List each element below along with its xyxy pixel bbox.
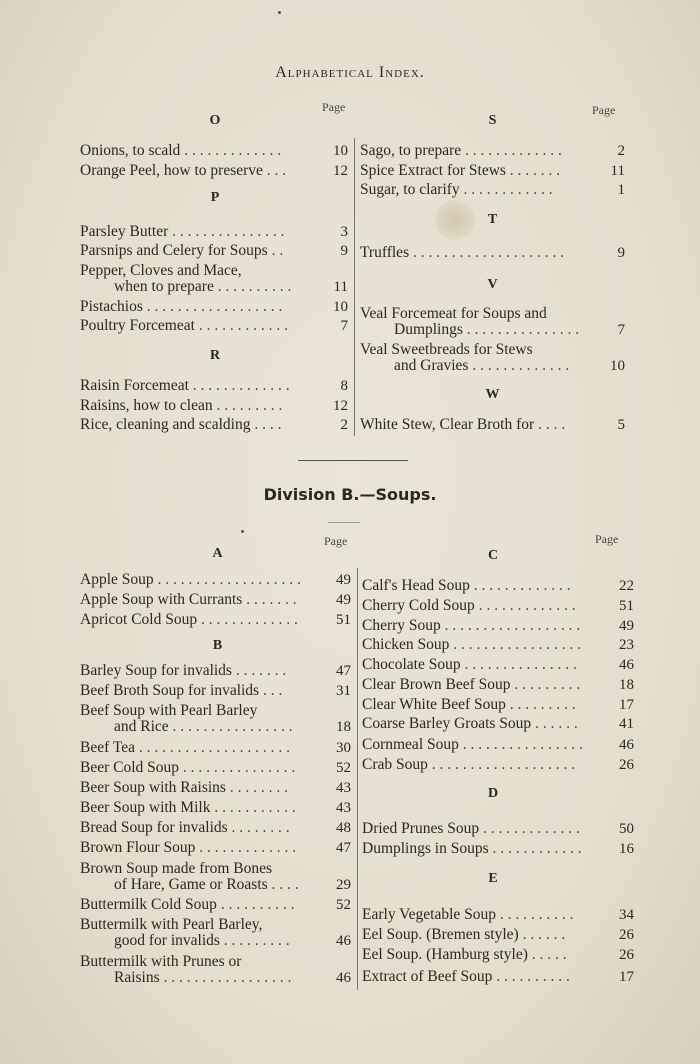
leader-dots: . . . . . . . . . . . .: [194, 318, 288, 334]
entry-text: Coarse Barley Groats Soup: [362, 716, 532, 732]
column-divider: [357, 568, 358, 990]
leader-dots: . . . . . . . . .: [510, 677, 581, 693]
leader-dots: . . . . . . . . . . . . . . .: [462, 321, 580, 338]
entry-text: Veal Sweetbreads for Stews: [360, 342, 533, 358]
entry-text: Beef Broth Soup for invalids: [80, 683, 260, 699]
page-number: 7: [340, 318, 348, 334]
page-number: 26: [619, 927, 634, 943]
section-letter-c: C: [487, 548, 499, 563]
entry-text: Eel Soup. (Hamburg style): [362, 947, 528, 963]
leader-dots: . . .: [259, 683, 283, 699]
entry-text: Truffles: [360, 245, 410, 261]
entry-text: Chocolate Soup: [362, 657, 461, 673]
page-number: 50: [619, 821, 634, 837]
index-entry: [362, 618, 595, 634]
entry-text-continued: and Gravies: [394, 357, 469, 374]
page-number: 10: [333, 299, 348, 315]
index-entry: [362, 907, 595, 923]
index-entry: [80, 143, 312, 159]
heading-rule: [328, 522, 360, 523]
page-number: 2: [617, 143, 625, 159]
page-number: 10: [333, 143, 348, 159]
page-number: 26: [619, 757, 634, 773]
index-entry: [360, 163, 592, 179]
page-number: 16: [619, 841, 634, 857]
page-number: 1: [617, 182, 625, 198]
leader-dots: . . . . . . . . . .: [492, 969, 570, 985]
entry-text: Pistachios: [80, 299, 143, 315]
entry-text: Extract of Beef Soup: [362, 969, 493, 985]
entry-text: Cornmeal Soup: [362, 737, 459, 753]
section-letter-e: E: [488, 871, 498, 886]
entry-text: Beef Soup with Pearl Barley: [80, 703, 258, 719]
index-entry: [80, 703, 314, 735]
leader-dots: . . . . . . . . . . . . .: [468, 357, 570, 374]
index-entry: [362, 657, 595, 673]
leader-dots: . . . . . . . . . .: [216, 897, 295, 913]
section-letter-p: P: [210, 190, 220, 205]
section-letter-r: R: [209, 348, 221, 363]
leader-dots: . . . . . . . . . . . . . . . . . . . .: [135, 740, 290, 756]
entry-text: Orange Peel, how to preserve: [80, 163, 263, 179]
page-number: 10: [610, 358, 625, 374]
entry-text: Beer Soup with Raisins: [80, 780, 226, 796]
index-entry: [362, 598, 595, 614]
page-number: 46: [336, 970, 351, 986]
index-entry: [80, 572, 314, 588]
entry-text: Clear White Beef Soup: [362, 697, 506, 713]
leader-dots: . . . . . . . . .: [505, 697, 576, 713]
index-entry: [362, 947, 595, 963]
entry-text: Chicken Soup: [362, 637, 450, 653]
page-number: 46: [619, 737, 634, 753]
index-entry: [80, 820, 314, 836]
leader-dots: . . . . . . . . . . . . .: [188, 378, 290, 394]
index-entry: [360, 143, 592, 159]
page-number: 52: [336, 760, 351, 776]
entry-text-continued: of Hare, Game or Roasts: [114, 876, 268, 893]
index-entry: [362, 927, 595, 943]
page-number: 9: [617, 245, 625, 261]
page-number: 5: [617, 417, 625, 433]
leader-dots: . .: [267, 243, 284, 259]
entry-text: Crab Soup: [362, 757, 428, 773]
entry-text: Cherry Soup: [362, 618, 441, 634]
entry-text: Apple Soup: [80, 572, 154, 588]
section-rule: [298, 460, 408, 461]
section-letter-a: A: [212, 546, 223, 561]
entry-text: Parsley Butter: [80, 224, 169, 240]
leader-dots: . . . . . . . . . .: [213, 278, 292, 295]
page-column-label-left: Page: [324, 534, 348, 548]
index-entry: [80, 318, 312, 334]
page-number: 8: [340, 378, 348, 394]
leader-dots: . . . . . . . . . . . . . . . . . . . .: [409, 245, 565, 261]
index-entry: [362, 578, 595, 594]
entry-text: Brown Flour Soup: [80, 840, 196, 856]
index-entry: [80, 612, 314, 628]
entry-text-continued: Raisins: [114, 969, 160, 986]
index-entry: [80, 417, 312, 433]
page-column-label-left: Page: [322, 100, 346, 114]
index-entry: [362, 716, 595, 732]
page-number: 11: [610, 163, 625, 179]
index-entry: [80, 378, 312, 394]
leader-dots: . . . . .: [527, 947, 567, 963]
speck: [278, 11, 281, 14]
leader-dots: . . . . . . . . . . . . . . . .: [168, 718, 293, 735]
page-number: 18: [619, 677, 634, 693]
entry-text: White Stew, Clear Broth for: [360, 417, 535, 433]
leader-dots: . . . . . . . . . . . . . . . . . .: [142, 299, 283, 315]
page-number: 30: [336, 740, 351, 756]
section-letter-o: O: [209, 113, 221, 128]
entry-text: Beef Tea: [80, 740, 135, 756]
leader-dots: . . . . . . . . . . . . .: [479, 821, 580, 837]
page-number: 18: [336, 719, 351, 735]
leader-dots: . . . . . . . . . . . .: [488, 841, 582, 857]
entry-text: Parsnips and Celery for Soups: [80, 243, 268, 259]
page-title: Alphabetical Index.: [275, 64, 425, 81]
leader-dots: . . . . . . . .: [227, 820, 290, 836]
entry-text: Sago, to prepare: [360, 143, 462, 159]
page-number: 17: [619, 969, 634, 985]
page-number: 22: [619, 578, 634, 594]
index-entry: [360, 306, 592, 338]
leader-dots: . . . . . . .: [242, 592, 297, 608]
page-number: 17: [619, 697, 634, 713]
index-entry: [80, 398, 312, 414]
index-entry: [362, 737, 595, 753]
leader-dots: . . . . . . .: [231, 663, 287, 679]
page-number: 46: [619, 657, 634, 673]
leader-dots: . . . . . . . . . . . . . . . . .: [159, 969, 292, 986]
index-entry: [80, 263, 312, 295]
page-number: 2: [340, 417, 348, 433]
leader-dots: . . .: [262, 163, 287, 179]
leader-dots: . . . . . . . .: [225, 780, 288, 796]
page-number: 26: [619, 947, 634, 963]
leader-dots: . . . . . .: [518, 927, 566, 943]
page-number: 43: [336, 800, 351, 816]
page-number: 31: [336, 683, 351, 699]
leader-dots: . . . . . . . . . . . . .: [474, 598, 576, 614]
entry-text: Dumplings in Soups: [362, 841, 489, 857]
entry-text: Early Vegetable Soup: [362, 907, 497, 923]
page-number: 11: [333, 279, 348, 295]
page-number: 23: [619, 637, 634, 653]
speck: [241, 530, 244, 533]
leader-dots: . . . . . . . . . . . . . . . . . .: [440, 618, 581, 634]
leader-dots: . . . .: [267, 876, 299, 893]
entry-text: Onions, to scald: [80, 143, 181, 159]
page-number: 12: [333, 163, 348, 179]
entry-text: Apple Soup with Currants: [80, 592, 243, 608]
entry-text: Raisin Forcemeat: [80, 378, 189, 394]
entry-text: Calf's Head Soup: [362, 578, 470, 594]
leader-dots: . . . . . . .: [505, 163, 561, 179]
leader-dots: . . . . . . . . . . . .: [459, 182, 553, 198]
entry-text: Buttermilk Cold Soup: [80, 897, 217, 913]
page-number: 47: [336, 840, 351, 856]
index-entry: [80, 224, 312, 240]
entry-text: Poultry Forcemeat: [80, 318, 195, 334]
index-entry: [362, 757, 595, 773]
entry-text: Eel Soup. (Bremen style): [362, 927, 519, 943]
entry-text: Bread Soup for invalids: [80, 820, 228, 836]
page-column-label-right: Page: [595, 532, 619, 546]
leader-dots: . . . . . . . . . . . . .: [469, 578, 571, 594]
division-heading: Division B.—Soups.: [263, 485, 437, 504]
index-entry: [80, 840, 314, 856]
leader-dots: . . . . . . . . . . . . . . . .: [458, 737, 583, 753]
page-number: 3: [340, 224, 348, 240]
page-number: 9: [340, 243, 348, 259]
index-entry: [80, 740, 314, 756]
index-entry: [362, 821, 595, 837]
page-number: 51: [336, 612, 351, 628]
entry-text-continued: and Rice: [114, 718, 169, 735]
index-entry: [80, 954, 314, 986]
index-entry: [80, 683, 314, 699]
page-number: 47: [336, 663, 351, 679]
index-entry: [80, 243, 312, 259]
index-entry: [362, 697, 595, 713]
page-number: 48: [336, 820, 351, 836]
section-letter-b: B: [212, 638, 223, 653]
leader-dots: . . . . . . . . . . . . . . . . . . .: [427, 757, 576, 773]
leader-dots: . . . . . . . . . . . . . . .: [179, 760, 296, 776]
page-number: 49: [619, 618, 634, 634]
page-number: 49: [336, 572, 351, 588]
leader-dots: . . . . . . . . . . . . .: [461, 143, 562, 159]
index-entry: [360, 417, 592, 433]
leader-dots: . . . . . . . . . . .: [210, 800, 296, 816]
entry-text: Apricot Cold Soup: [80, 612, 198, 628]
index-entry: [362, 841, 595, 857]
entry-text: Beer Soup with Milk: [80, 800, 211, 816]
entry-text: Raisins, how to clean: [80, 398, 213, 414]
entry-text-continued: when to prepare: [114, 278, 214, 295]
leader-dots: . . . .: [534, 417, 566, 433]
index-entry: [360, 182, 592, 198]
leader-dots: . . . . . . . . .: [212, 398, 283, 414]
page-number: 34: [619, 907, 634, 923]
page-number: 41: [619, 716, 634, 732]
section-letter-d: D: [487, 786, 499, 801]
index-entry: [362, 677, 595, 693]
entry-text: Pepper, Cloves and Mace,: [80, 263, 242, 279]
page-column-label-right: Page: [592, 103, 616, 117]
index-entry: [80, 663, 314, 679]
entry-text: Rice, cleaning and scalding: [80, 417, 251, 433]
leader-dots: . . . . . . . . . . . . . . . . . . .: [153, 572, 301, 588]
entry-text: Beer Cold Soup: [80, 760, 180, 776]
entry-text: Veal Forcemeat for Soups and: [360, 306, 547, 322]
entry-text: Buttermilk with Prunes or: [80, 954, 242, 970]
index-entry: [80, 897, 314, 913]
page-number: 12: [333, 398, 348, 414]
leader-dots: . . . . . . . . . . . . .: [197, 612, 298, 628]
page-number: 7: [617, 322, 625, 338]
entry-text: Buttermilk with Pearl Barley,: [80, 917, 263, 933]
leader-dots: . . . . . . . . . .: [496, 907, 574, 923]
page-number: 52: [336, 897, 351, 913]
page-number: 29: [336, 877, 351, 893]
index-entry: [362, 637, 595, 653]
section-letter-s: S: [488, 113, 497, 128]
leader-dots: . . . . . . . . . . . . .: [195, 840, 297, 856]
entry-text: Sugar, to clarify: [360, 182, 460, 198]
page-number: 51: [619, 598, 634, 614]
entry-text: Brown Soup made from Bones: [80, 861, 273, 877]
index-entry: [80, 861, 314, 893]
entry-text: Cherry Cold Soup: [362, 598, 475, 614]
page-number: 49: [336, 592, 351, 608]
leader-dots: . . . . . . . . . . . . . . .: [460, 657, 577, 673]
index-entry: [80, 917, 314, 949]
entry-text-continued: good for invalids: [114, 932, 220, 949]
index-entry: [80, 163, 312, 179]
leader-dots: . . . . . . . . . . . . .: [180, 143, 282, 159]
page-number: 46: [336, 933, 351, 949]
index-entry: [80, 800, 314, 816]
index-entry: [80, 780, 314, 796]
leader-dots: . . . . . . . . . . . . . . .: [168, 224, 285, 240]
section-letter-t: T: [487, 212, 498, 227]
page-number: 43: [336, 780, 351, 796]
entry-text-continued: Dumplings: [394, 321, 463, 338]
index-entry: [80, 299, 312, 315]
index-entry: [360, 342, 592, 374]
section-letter-v: V: [487, 277, 498, 292]
leader-dots: . . . . . . . . .: [219, 932, 290, 949]
column-divider: [354, 138, 355, 436]
entry-text: Clear Brown Beef Soup: [362, 677, 511, 693]
leader-dots: . . . .: [250, 417, 282, 433]
index-entry: [80, 592, 314, 608]
index-entry: [362, 969, 595, 985]
index-entry: [80, 760, 314, 776]
leader-dots: . . . . . .: [531, 716, 578, 732]
entry-text: Spice Extract for Stews: [360, 163, 506, 179]
entry-text: Barley Soup for invalids: [80, 663, 232, 679]
section-letter-w: W: [485, 387, 500, 402]
entry-text: Dried Prunes Soup: [362, 821, 480, 837]
index-entry: [360, 245, 592, 261]
leader-dots: . . . . . . . . . . . . . . . . .: [449, 637, 582, 653]
